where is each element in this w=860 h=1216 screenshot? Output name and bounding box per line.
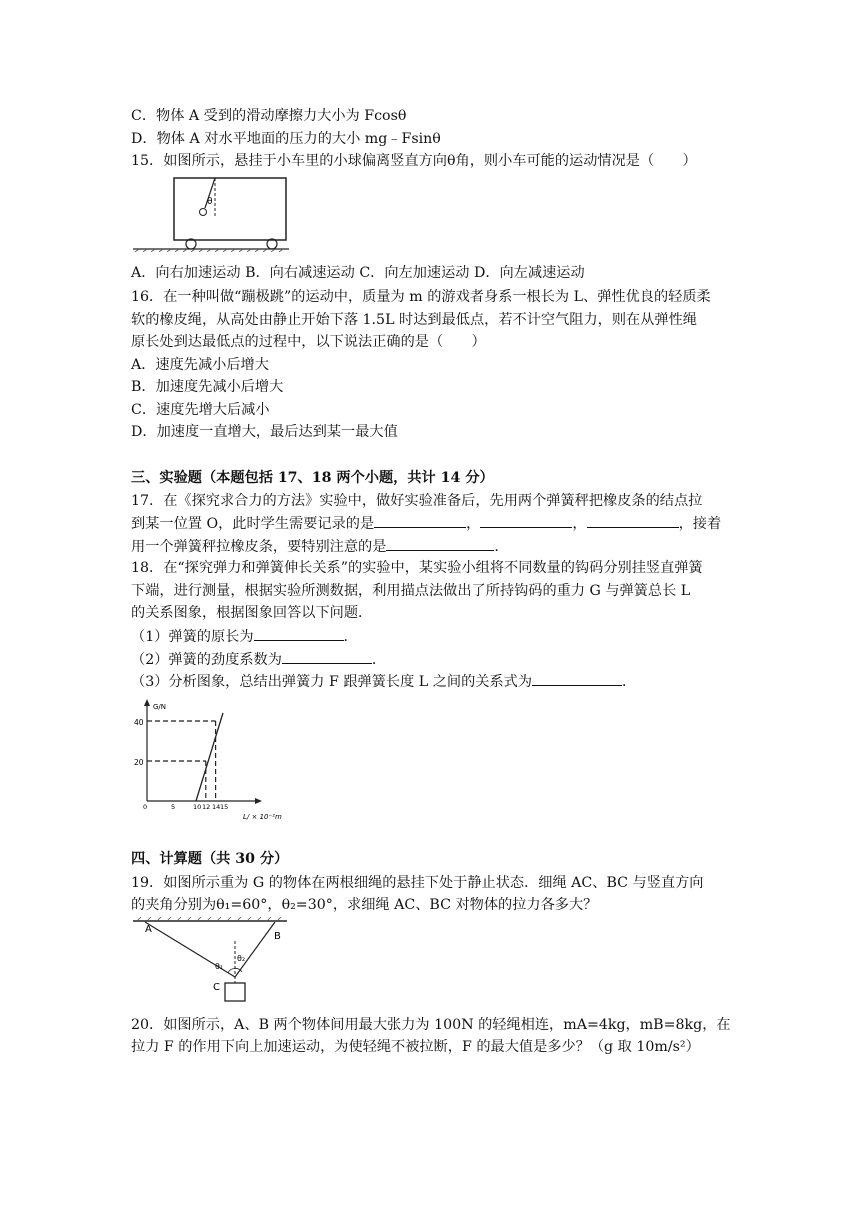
hanging-block bbox=[225, 983, 245, 1001]
q14-option-c: C．物体 A 受到的滑动摩擦力大小为 Fcosθ bbox=[131, 108, 407, 124]
q16-stem-line-3: 原长处到达最低点的过程中，以下说法正确的是（ ） bbox=[131, 334, 486, 350]
q20-line-2: 拉力 F 的作用下向上加速运动，为使轻绳不被拉断，F 的最大值是多少？（g 取 10m/s²） bbox=[131, 1039, 700, 1055]
q18-stem-line-1: 18．在“探究弹力和弹簧伸长关系”的实验中，某实验小组将不同数量的钩码分别挂竖直弹簧 bbox=[131, 560, 703, 576]
graph-y-arrow bbox=[144, 699, 150, 706]
q17-line-2-text: 到某一位置 O，此时学生需要记录的是 bbox=[131, 516, 375, 532]
q18-stem-line-3: 的关系图象，根据图象回答以下问题． bbox=[131, 605, 373, 621]
q18-sub-2 bbox=[131, 649, 386, 670]
q18-stem-line-2: 下端，进行测量，根据实验所测数据，利用描点法做出了所持钩码的重力 G 与弹簧总长 L bbox=[131, 583, 691, 599]
q17-blank-3[interactable] bbox=[587, 513, 679, 528]
section-3-title: 三、实验题（本题包括 17、18 两个小题，共计 14 分） bbox=[131, 470, 494, 486]
graph-y-label: G/N bbox=[153, 703, 167, 711]
graph-xtick-0: 0 bbox=[143, 803, 148, 811]
graph-xtick-5: 5 bbox=[171, 803, 176, 811]
q16-stem-line-1: 16．在一种叫做“蹦极跳”的运动中，质量为 m 的游戏者身系一根长为 L、弹性优良的轻质柔 bbox=[131, 289, 711, 305]
q17-line-1: 17．在《探究求合力的方法》实验中，做好实验准备后，先用两个弹簧秤把橡皮条的结点拉 bbox=[131, 493, 703, 509]
spring-graph bbox=[131, 697, 291, 822]
label-b: B bbox=[274, 931, 281, 942]
q18-sub-2-end: ． bbox=[371, 652, 387, 668]
q17-line-3-text: 用一个弹簧秤拉橡皮条，要特别注意的是 bbox=[131, 539, 387, 555]
q16-option-d: D．加速度一直增大，最后达到某一最大值 bbox=[131, 424, 398, 440]
q18-sub-3 bbox=[131, 671, 636, 692]
q17-blank-4[interactable] bbox=[386, 536, 494, 551]
rope-figure bbox=[131, 917, 291, 1007]
cart-theta-label: θ bbox=[207, 197, 213, 207]
q17-line-2 bbox=[131, 513, 721, 534]
q18-sub-1 bbox=[131, 626, 358, 647]
section-4-title: 四、计算题（共 30 分） bbox=[131, 851, 289, 867]
graph-x-label: L/ × 10⁻²m bbox=[243, 813, 282, 821]
q19-line-2: 的夹角分别为θ₁=60°，θ₂=30°，求细绳 AC、BC 对物体的拉力各多大？ bbox=[131, 897, 598, 913]
q18-sub-1-end: ． bbox=[343, 629, 358, 645]
graph-xtick-15: 15 bbox=[220, 803, 229, 811]
graph-data-line bbox=[196, 713, 223, 801]
q17-blank-2[interactable] bbox=[480, 513, 572, 528]
graph-xtick-12: 12 bbox=[202, 803, 211, 811]
q18-sub-3-end: ． bbox=[622, 674, 637, 690]
graph-ytick-20: 20 bbox=[134, 758, 144, 767]
label-c: C bbox=[213, 982, 220, 993]
q18-sub-1-text: （1）弹簧的原长为 bbox=[131, 629, 254, 645]
q18-blank-2[interactable] bbox=[282, 649, 372, 664]
q18-sub-3-text: （3）分析图象，总结出弹簧力 F 跟弹簧长度 L 之间的关系式为 bbox=[131, 674, 533, 690]
q17-line-3 bbox=[131, 536, 509, 557]
label-a: A bbox=[145, 924, 152, 935]
q17-blank-1[interactable] bbox=[374, 513, 466, 528]
label-theta2: θ₂ bbox=[237, 954, 246, 963]
q17-sep-2: ， bbox=[572, 516, 587, 532]
q18-blank-1[interactable] bbox=[254, 626, 344, 641]
graph-x-arrow bbox=[255, 798, 262, 804]
q17-line-3-end: ． bbox=[494, 539, 509, 555]
q15-stem: 15．如图所示，悬挂于小车里的小球偏离竖直方向θ角，则小车可能的运动情况是（ ） bbox=[131, 153, 697, 169]
q18-sub-2-text: （2）弹簧的劲度系数为 bbox=[131, 652, 282, 668]
graph-ytick-40: 40 bbox=[134, 718, 144, 727]
cart-figure bbox=[131, 176, 291, 252]
graph-xtick-14: 14 bbox=[212, 803, 221, 811]
q17-sep-1: ， bbox=[466, 516, 481, 532]
graph-xtick-10: 10 bbox=[193, 803, 202, 811]
q16-option-b: B．加速度先减小后增大 bbox=[131, 379, 284, 395]
label-theta1: θ₁ bbox=[215, 962, 224, 971]
q16-option-c: C．速度先增大后减小 bbox=[131, 402, 270, 418]
q14-option-d: D．物体 A 对水平地面的压力的大小 mg﹣Fsinθ bbox=[131, 131, 441, 147]
q16-stem-line-2: 软的橡皮绳，从高处由静止开始下落 1.5L 时达到最低点，若不计空气阻力，则在从弹性绳 bbox=[131, 312, 697, 328]
q17-line-2-end: ，接着 bbox=[678, 516, 722, 532]
q15-options: A．向右加速运动 B．向右减速运动 C．向左加速运动 D．向左减速运动 bbox=[131, 265, 585, 281]
q20-line-1: 20．如图所示，A、B 两个物体间用最大张力为 100N 的轻绳相连，mA=4kg，mB=8kg，在 bbox=[131, 1017, 731, 1033]
rope-bc bbox=[235, 922, 275, 977]
q18-blank-3[interactable] bbox=[532, 671, 622, 686]
q19-line-1: 19．如图所示重为 G 的物体在两根细绳的悬挂下处于静止状态．细绳 AC、BC 与竖直方向 bbox=[131, 875, 704, 891]
q16-option-a: A．速度先减小后增大 bbox=[131, 357, 269, 373]
